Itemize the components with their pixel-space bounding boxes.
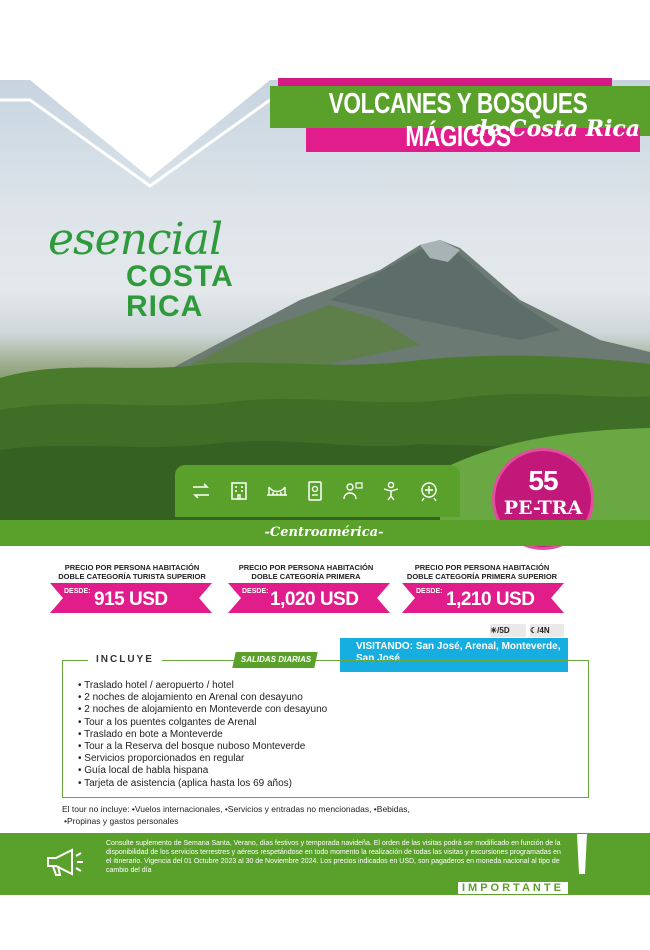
footer-text: Consulte suplemento de Semana Santa, Verano, días festivos y temporada navideña. El orden de las visitas podrá ser modificado en función de la disponibilidad de los servicios terrestres y aéreos respetándose en todo momento la realización de todas las visitas y excursiones programadas en el itinerario. Vigencia del 01 Octubre 2023 al 30 de Noviembre 2024. Los precios indicados en USD, son pagaderos en moneda nacional al tipo de cambio del día: [106, 840, 561, 874]
page-subtitle: de Costa Rica: [472, 116, 640, 142]
price-label-3: DESDE:: [416, 588, 443, 595]
price-label-1: DESDE:: [64, 588, 91, 595]
list-item: • 2 noches de alojamiento en Arenal con desayuno: [78, 692, 327, 704]
price-value-1: 915 USD: [94, 589, 168, 610]
brand-script: esencial: [48, 214, 223, 265]
transfer-icon: [189, 479, 213, 503]
list-item: • Guía local de habla hispana: [78, 765, 327, 777]
not-included: [62, 803, 482, 827]
list-item: • Traslado hotel / aeropuerto / hotel: [78, 680, 327, 692]
brand-name-line1: COSTA: [126, 260, 234, 293]
list-item: • 2 noches de alojamiento en Monteverde con desayuno: [78, 704, 327, 716]
sun-icon: ☀: [490, 626, 498, 635]
price-title-1: PRECIO POR PERSONA HABITACIÓN DOBLE CATEGORÍA TURISTA SUPERIOR: [58, 563, 206, 581]
seal-name: PE-TRA: [503, 497, 583, 519]
region-label: -Centroamérica-: [264, 525, 384, 540]
includes-title: INCLUYE: [88, 654, 162, 665]
list-item: • Tour a los puentes colgantes de Arenal: [78, 717, 327, 729]
services-icon-bar: [175, 465, 460, 517]
not-included-line1: El tour no incluye: •Vuelos internacionales, •Servicios y entradas no mencionadas, •Bebidas,: [62, 804, 410, 814]
price-value-3: 1,210 USD: [446, 589, 535, 610]
guide-icon: [341, 479, 365, 503]
nights-pill: ☾/4N: [530, 624, 564, 637]
important-label: IMPORTANTE: [458, 882, 568, 894]
list-item: • Tarjeta de asistencia (aplica hasta los 69 años): [78, 778, 327, 790]
page-title: VOLCANES Y BOSQUES MÁGICOS: [328, 88, 588, 153]
bridge-icon: [265, 479, 289, 503]
document-icon: [303, 479, 327, 503]
not-included-line2: •Propinas y gastos personales: [64, 816, 179, 826]
brand-name: [126, 262, 234, 322]
list-item: • Traslado en bote a Monteverde: [78, 729, 327, 741]
nights-value: 4N: [539, 626, 550, 635]
megaphone-icon: [44, 846, 84, 878]
days-value: 5D: [499, 626, 510, 635]
title-accent-top: [278, 78, 612, 86]
moon-icon: ☾: [530, 626, 538, 635]
price-title-3: PRECIO POR PERSONA HABITACIÓN DOBLE CATEGORÍA PRIMERA SUPERIOR: [406, 563, 558, 581]
days-pill: ☀/5D: [490, 624, 526, 637]
brand-name-line2: RICA: [126, 290, 204, 323]
price-label-2: DESDE:: [242, 588, 269, 595]
insurance-icon: [417, 479, 441, 503]
visiting-text: VISITANDO: San José, Arenal, Monteverde, San José: [356, 641, 561, 664]
duration-pills: [490, 624, 566, 637]
price-title-2: PRECIO POR PERSONA HABITACIÓN DOBLE CATEGORÍA PRIMERA: [238, 563, 374, 581]
price-value-2: 1,020 USD: [270, 589, 359, 610]
list-item: • Tour a la Reserva del bosque nuboso Monteverde: [78, 741, 327, 753]
seal-number: 55: [528, 465, 558, 496]
exclamation-icon: [572, 832, 592, 894]
list-item: • Servicios proporcionados en regular: [78, 753, 327, 765]
person-icon: [379, 479, 403, 503]
salidas-label: SALIDAS DIARIAS: [240, 655, 312, 664]
includes-list: [78, 680, 327, 790]
hotel-icon: [227, 479, 251, 503]
